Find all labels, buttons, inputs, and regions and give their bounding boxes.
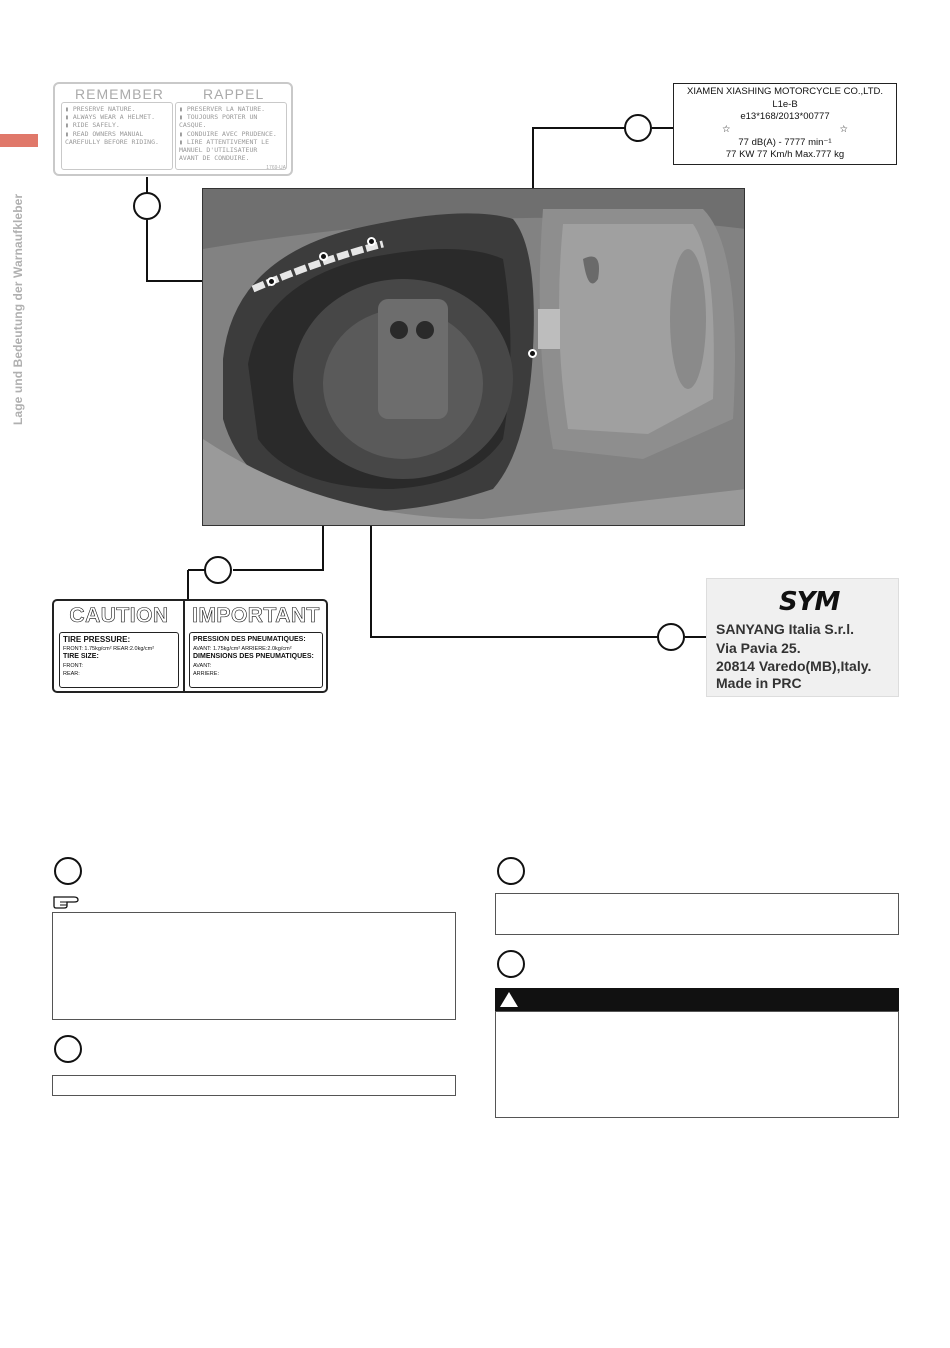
- star-icon: ☆: [839, 123, 848, 135]
- importer-company: SANYANG Italia S.r.l.: [716, 621, 854, 637]
- noise-level: 77 dB(A) - 7777 min⁻¹: [738, 136, 832, 148]
- caution-title: CAUTION: [69, 604, 169, 627]
- tire-size-front: FRONT:: [63, 662, 83, 669]
- important-title: IMPORTANT: [192, 604, 320, 627]
- rappel-line: AVANT DE CONDUIRE.: [179, 154, 250, 163]
- tire-size-label: TIRE SIZE:: [63, 653, 99, 660]
- star-icon: ☆: [722, 123, 731, 135]
- remember-rappel-sticker: [53, 82, 293, 176]
- pression-values: AVANT: 1.75kg/cm² ARRIERE:2.0kg/cm²: [193, 645, 292, 652]
- remember-line: ▮ READ OWNERS MANUAL: [65, 129, 144, 138]
- hand-pointing-icon: [52, 893, 82, 909]
- note-text-box: [52, 912, 456, 1020]
- callout-dot: [319, 252, 328, 261]
- tire-pressure-sticker: [52, 599, 328, 693]
- approval-number: e13*168/2013*00777: [740, 111, 830, 122]
- rappel-line: ▮ CONDUIRE AVEC PRUDENCE.: [179, 129, 277, 138]
- label-code: 1769-UA: [266, 165, 286, 171]
- callout-circle-4: [657, 623, 685, 651]
- warning-triangle-icon: [500, 992, 518, 1007]
- rappel-line: ▮ PRESERVER LA NATURE.: [179, 105, 266, 113]
- warning-text-box: [495, 1011, 899, 1118]
- rappel-line: ▮ LIRE ATTENTIVEMENT LE: [179, 137, 270, 146]
- callout-dot: [367, 237, 376, 246]
- rappel-title: RAPPEL: [203, 86, 265, 102]
- tire-size-rear: REAR:: [63, 671, 80, 677]
- important-text-box: [189, 632, 323, 688]
- remember-title: REMEMBER: [75, 86, 164, 102]
- storage-compartment-photo: [202, 188, 745, 526]
- rappel-line: MANUEL D'UTILISATEUR: [179, 146, 258, 155]
- remember-text-box: [61, 102, 173, 170]
- vehicle-category: L1e-B: [772, 98, 798, 110]
- remember-line: ▮ RIDE SAFELY.: [65, 121, 120, 130]
- warning-header: [495, 988, 899, 1012]
- text-box: [495, 893, 899, 935]
- importer-origin: Made in PRC: [716, 675, 802, 691]
- rappel-line: ▮ TOUJOURS PORTER UN CASQUE.: [179, 113, 258, 130]
- remember-line: ▮ PRESERVE NATURE.: [65, 105, 136, 113]
- callout-dot: [267, 277, 276, 286]
- importer-plate: [706, 578, 899, 697]
- pression-label: PRESSION DES PNEUMATIQUES:: [193, 636, 306, 643]
- item-number-3: [497, 857, 525, 885]
- item-number-4: [497, 950, 525, 978]
- power-speed-mass: 77 KW 77 Km/h Max.777 kg: [725, 149, 845, 160]
- dimensions-label: DIMENSIONS DES PNEUMATIQUES:: [193, 653, 314, 660]
- importer-city: 20814 Varedo(MB),Italy.: [716, 658, 872, 674]
- manufacturer-plate: [673, 83, 897, 165]
- callout-dot: [528, 349, 537, 358]
- text-box: [52, 1075, 456, 1096]
- remember-line: CAREFULLY BEFORE RIDING.: [65, 137, 159, 146]
- callout-circle-1: [133, 192, 161, 220]
- tire-pressure-values: FRONT: 1.75kg/cm² REAR:2.0kg/cm²: [63, 645, 155, 652]
- tire-pressure-label: TIRE PRESSURE:: [63, 635, 131, 644]
- sym-logo: SYM: [779, 587, 840, 617]
- callout-circle-2: [624, 114, 652, 142]
- importer-street: Via Pavia 25.: [716, 640, 801, 656]
- manufacturer-name: XIAMEN XIASHING MOTORCYCLE CO.,LTD.: [686, 86, 883, 97]
- callout-circle-3: [204, 556, 232, 584]
- dimensions-avant: AVANT:: [193, 662, 212, 669]
- item-number-2: [54, 1035, 82, 1063]
- caution-text-box: [59, 632, 179, 688]
- item-number-1: [54, 857, 82, 885]
- rappel-text-box: [175, 102, 287, 170]
- remember-line: ▮ ALWAYS WEAR A HELMET.: [65, 113, 156, 122]
- section-title: Lage und Bedeutung der Warnaufkleber: [11, 193, 25, 425]
- dimensions-arriere: ARRIERE:: [193, 671, 219, 677]
- sticker-divider: [183, 601, 185, 691]
